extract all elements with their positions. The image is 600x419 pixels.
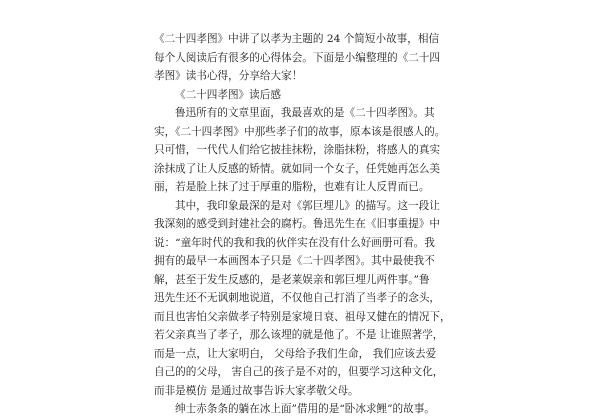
paragraph-line: 迅先生还不无讽刺地说道，不仅他自己打消了当孝子的念头， xyxy=(154,292,441,304)
section-title: 《二十四孝图》读后感 xyxy=(175,88,281,101)
paragraph-line: 实，《二十四孝图》中那些孝子们的故事，原本该是很感人的。 xyxy=(154,125,446,138)
paragraph-line: 说：“童年时代的我和我的伙伴实在没有什么好画册可看。我 xyxy=(154,236,435,249)
paragraph-line: 其中，我印象最深的是对《郭巨埋儿》的描写。这一段让 xyxy=(175,199,440,212)
intro-line: 孝图》读书心得，分享给大家！ xyxy=(154,70,303,82)
paragraph-line: 而是一点，让大家明白， 父母给予我们生命， 我们应该去爱 xyxy=(154,347,437,360)
paragraph-line: 绅士赤条条的躺在冰上面”借用的是“卧冰求鲤”的故事。 xyxy=(175,403,435,415)
paragraph-line: 而非是模仿 是通过故事告诉大家孝敬父母。 xyxy=(154,384,359,397)
document-body xyxy=(154,30,454,419)
paragraph-line: 而且也害怕父亲做孝子特别是家境日衰、祖母又健在的情况下， xyxy=(154,310,451,323)
paragraph-line: 拥有的最早一本画图本子只是《二十四孝图》。其中最使我不 xyxy=(154,255,435,267)
paragraph-line: 丽，若是脸上抹了过于厚重的脂粉，也难有让人反胃而已。 xyxy=(154,181,430,193)
paragraph-line: 我深刻的感受到封建社会的腐朽。鲁迅先生在《旧事重提》中 xyxy=(154,218,441,230)
paragraph-line: 解，甚至于发生反感的，是老莱娱亲和郭巨埋儿两件事。”鲁 xyxy=(154,273,430,286)
intro-line: 《二十四孝图》中讲了以孝为主题的 24 个简短小故事，相信 xyxy=(154,33,440,45)
paragraph-line: 若父亲真当了孝子，那么该埋的就是他了。不是 让谁照著学， xyxy=(154,329,444,341)
paragraph-line: 涂抹成了让人反感的矫情。就如同一个女子，任凭她再怎么美 xyxy=(154,162,441,175)
paragraph-line: 自己的的父母， 害自己的孩子是不对的，但要学习这种文化， xyxy=(154,366,444,378)
paragraph-line: 鲁迅所有的文章里面，我最喜欢的是《二十四孝图》。其 xyxy=(175,107,435,119)
intro-line: 每个人阅读后有很多的心得体会。下面是小编整理的《二十四 xyxy=(154,51,441,64)
paragraph-line: 只可惜，一代代人们给它披挂抹粉，涂脂抹粉，将感人的真实 xyxy=(154,144,441,156)
